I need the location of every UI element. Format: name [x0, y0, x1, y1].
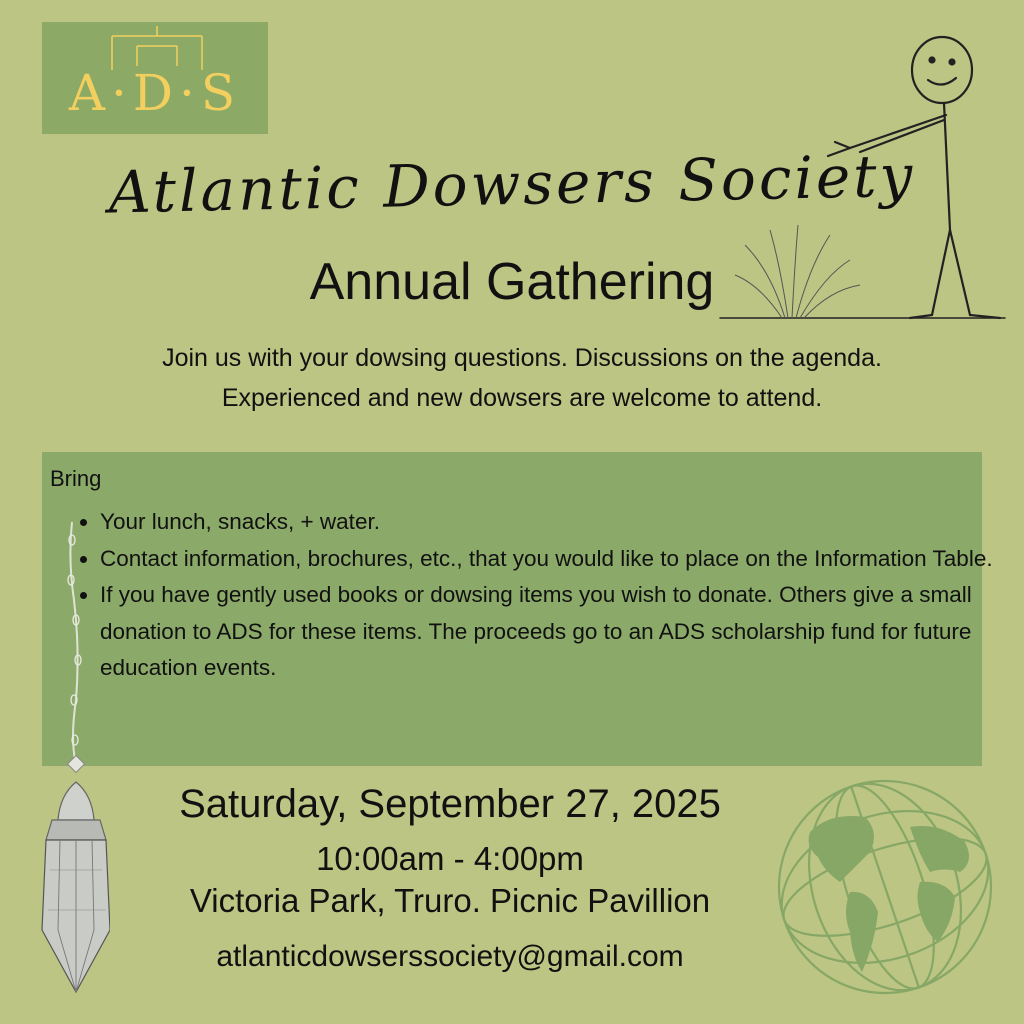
bring-heading: Bring — [50, 466, 102, 491]
contact-email[interactable]: atlanticdowserssociety@gmail.com — [216, 940, 684, 973]
logo-text: A·D·S — [68, 64, 242, 122]
intro-line-2: Experienced and new dowsers are welcome to attend. — [221, 384, 823, 412]
event-time: 10:00am - 4:00pm — [316, 840, 584, 877]
intro-line-1: Join us with your dowsing questions. Discussions on the agenda. — [162, 344, 882, 372]
list-item: • Your lunch, snacks, + water. — [100, 504, 1000, 541]
ads-logo — [42, 22, 268, 134]
list-item: • Contact information, brochures, etc., that you would like to place on the Information Table. — [100, 541, 1000, 578]
bring-panel — [42, 452, 993, 766]
globe-icon — [770, 772, 1000, 1002]
society-title: Atlantic Dowsers Society — [108, 141, 916, 227]
crystal-pendulum — [30, 520, 110, 1000]
event-date: Saturday, September 27, 2025 — [179, 782, 721, 826]
bring-list — [72, 504, 1000, 687]
list-item: • If you have gently used books or dowsing items you wish to donate. Others give a small donation to ADS for these items. The proceeds go to an ADS scholarship fund for future education events. — [100, 577, 1000, 687]
event-location: Victoria Park, Truro. Picnic Pavillion — [189, 882, 711, 919]
event-subtitle: Annual Gathering — [309, 253, 715, 311]
intro-text — [0, 338, 1024, 418]
